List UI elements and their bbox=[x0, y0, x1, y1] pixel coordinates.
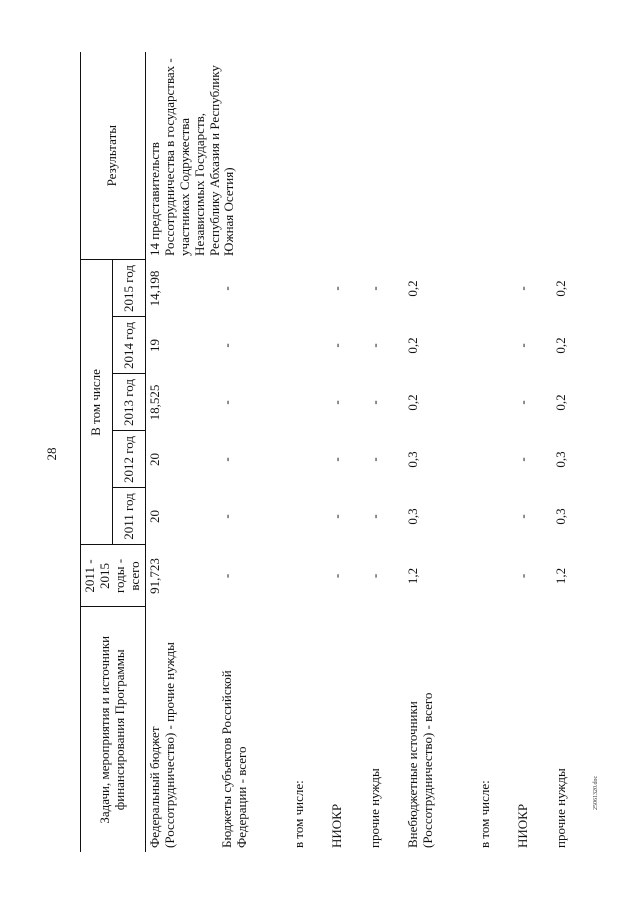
page-number: 28 bbox=[44, 447, 59, 461]
row-total bbox=[476, 545, 514, 607]
header-year: 2011 год bbox=[113, 488, 145, 545]
row-value: 0,2 bbox=[404, 337, 420, 354]
row-label: НИОКР bbox=[514, 803, 530, 848]
row-total bbox=[290, 545, 328, 607]
row-label: прочие нужды bbox=[366, 768, 382, 848]
row-value: - bbox=[514, 514, 530, 519]
row-value: - bbox=[328, 343, 344, 348]
row-label: НИОКР bbox=[328, 803, 344, 848]
row-value: - bbox=[514, 457, 530, 462]
row-total: 1,2 bbox=[404, 567, 420, 585]
row-value bbox=[476, 317, 514, 374]
table-row bbox=[145, 52, 218, 852]
row-value: - bbox=[218, 400, 234, 405]
header-year: 2015 год bbox=[113, 260, 145, 317]
row-value: - bbox=[218, 514, 234, 519]
row-value: - bbox=[514, 400, 530, 405]
row-value bbox=[476, 374, 514, 431]
row-value: - bbox=[328, 286, 344, 291]
row-label: Внебюджетные источники (Россотрудничество) - всего bbox=[404, 692, 435, 848]
header-year: 2012 год bbox=[113, 431, 145, 488]
row-value: - bbox=[366, 286, 382, 291]
row-label: Бюджеты субъектов Российской Федерации - всего bbox=[218, 670, 249, 848]
row-value: - bbox=[218, 343, 234, 348]
row-total: - bbox=[218, 573, 234, 579]
row-total: - bbox=[514, 573, 530, 579]
row-value bbox=[290, 374, 328, 431]
row-total: - bbox=[366, 573, 382, 579]
row-result: 14 представительств Россотрудничества в государствах - участниках Содружества Независимых Государств, Республику Абхазия и Республику Южная Осетия) bbox=[146, 58, 237, 256]
row-value: 0,2 bbox=[552, 280, 568, 297]
footer-doc-code: 25061320.doc bbox=[593, 775, 599, 810]
row-value: 0,3 bbox=[552, 508, 568, 525]
row-value bbox=[290, 488, 328, 545]
row-value: - bbox=[218, 286, 234, 291]
header-total: 2011 - 2015 годы - всего bbox=[81, 545, 146, 607]
row-value: - bbox=[366, 400, 382, 405]
row-value: 0,2 bbox=[404, 280, 420, 297]
row-value: 0,2 bbox=[552, 394, 568, 411]
row-value: 20 bbox=[146, 510, 162, 523]
row-value: - bbox=[328, 400, 344, 405]
row-value: - bbox=[366, 514, 382, 519]
row-value: 0,2 bbox=[552, 337, 568, 354]
row-value: - bbox=[218, 457, 234, 462]
header-year: 2014 год bbox=[113, 317, 145, 374]
row-label: прочие нужды bbox=[552, 768, 568, 848]
row-value: 0,3 bbox=[552, 451, 568, 468]
row-value: 14,198 bbox=[146, 270, 162, 307]
row-value: 20 bbox=[146, 453, 162, 466]
row-value: - bbox=[328, 514, 344, 519]
row-value bbox=[290, 317, 328, 374]
row-value: 18,525 bbox=[146, 384, 162, 421]
row-label: Федеральный бюджет (Россотрудничество) - прочие нужды bbox=[146, 642, 177, 848]
row-value: - bbox=[514, 343, 530, 348]
header-including: В том числе bbox=[81, 260, 113, 545]
row-value bbox=[476, 260, 514, 317]
row-value: - bbox=[514, 286, 530, 291]
row-total: - bbox=[328, 573, 344, 579]
row-value: - bbox=[328, 457, 344, 462]
row-value: - bbox=[366, 457, 382, 462]
header-tasks: Задачи, мероприятия и источники финансирования Программы bbox=[81, 607, 146, 852]
row-value bbox=[476, 431, 514, 488]
financing-table bbox=[80, 52, 590, 852]
row-value bbox=[476, 488, 514, 545]
header-results: Результаты bbox=[81, 52, 146, 260]
rotated-table-wrapper bbox=[80, 52, 568, 852]
row-total: 91,723 bbox=[146, 558, 162, 594]
row-label: в том числе: bbox=[290, 780, 306, 848]
row-value: 0,3 bbox=[404, 451, 420, 468]
header-year: 2013 год bbox=[113, 374, 145, 431]
row-value bbox=[290, 260, 328, 317]
row-label: в том числе: bbox=[476, 780, 492, 848]
row-value: 19 bbox=[146, 339, 162, 352]
row-value: 0,2 bbox=[404, 394, 420, 411]
row-value bbox=[290, 431, 328, 488]
row-value: 0,3 bbox=[404, 508, 420, 525]
row-value: - bbox=[366, 343, 382, 348]
row-total: 1,2 bbox=[552, 567, 568, 585]
